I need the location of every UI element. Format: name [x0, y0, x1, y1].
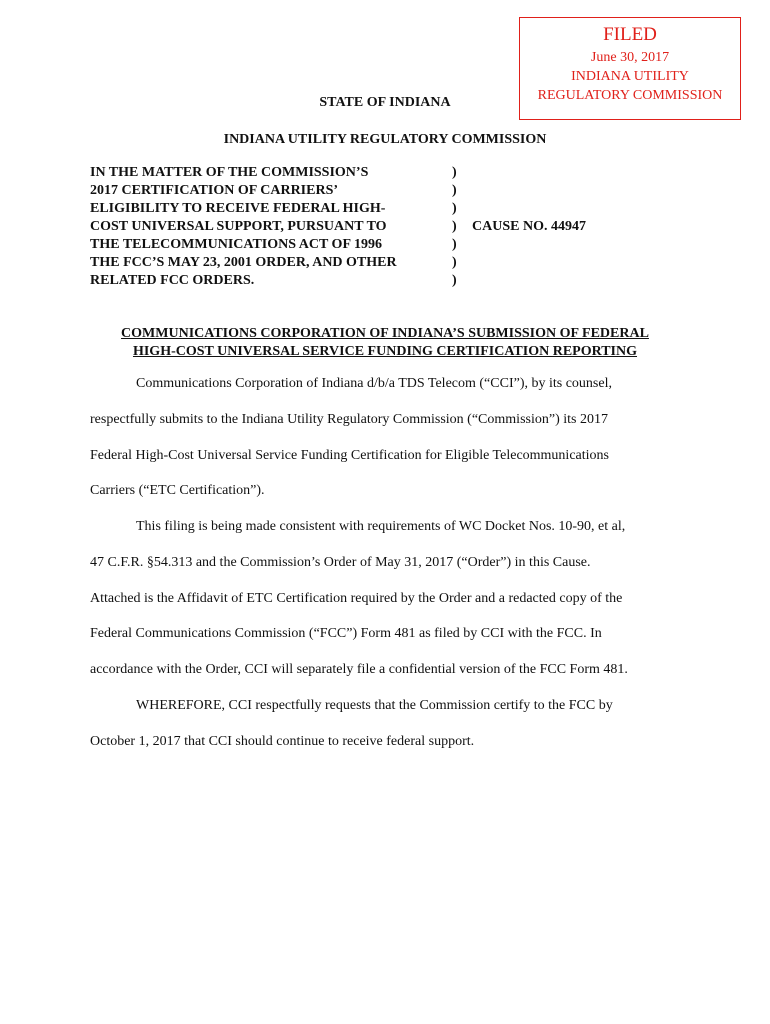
- body-line: This filing is being made consistent with requirements of WC Docket Nos. 10-90, et al,: [136, 519, 626, 534]
- stamp-org-line1: INDIANA UTILITY: [571, 69, 689, 84]
- paren: ): [452, 201, 457, 216]
- body-line: Federal High-Cost Universal Service Funding Certification for Eligible Telecommunications: [90, 448, 609, 463]
- body-line: Carriers (“ETC Certification”).: [90, 483, 265, 498]
- paren: ): [452, 237, 457, 252]
- body-line: Communications Corporation of Indiana d/b/a TDS Telecom (“CCI”), by its counsel,: [136, 376, 612, 391]
- caption-parentheses: [452, 164, 464, 290]
- state-heading: [0, 94, 770, 112]
- stamp-title: FILED: [603, 24, 657, 45]
- title-line-2: HIGH-COST UNIVERSAL SERVICE FUNDING CERTIFICATION REPORTING: [132, 344, 638, 359]
- body-line: Federal Communications Commission (“FCC”) Form 481 as filed by CCI with the FCC. In: [90, 626, 602, 641]
- matter-line: RELATED FCC ORDERS.: [90, 273, 255, 288]
- matter-description: [90, 164, 440, 290]
- matter-line: THE TELECOMMUNICATIONS ACT OF 1996: [90, 237, 382, 252]
- stamp-org-line2: REGULATORY COMMISSION: [537, 88, 723, 103]
- matter-line: COST UNIVERSAL SUPPORT, PURSUANT TO: [90, 219, 387, 234]
- body-line: WHEREFORE, CCI respectfully requests that the Commission certify to the FCC by: [136, 698, 613, 713]
- document-title: [0, 325, 770, 361]
- body-line: 47 C.F.R. §54.313 and the Commission’s Order of May 31, 2017 (“Order”) in this Cause.: [90, 555, 591, 570]
- paren: ): [452, 273, 457, 288]
- state-heading-text: STATE OF INDIANA: [319, 95, 451, 110]
- body-line: respectfully submits to the Indiana Utility Regulatory Commission (“Commission”) its 2017: [90, 412, 608, 427]
- matter-line: ELIGIBILITY TO RECEIVE FEDERAL HIGH-: [90, 201, 386, 216]
- body-line: accordance with the Order, CCI will separately file a confidential version of the FCC Form 481.: [90, 662, 628, 677]
- title-line-1: COMMUNICATIONS CORPORATION OF INDIANA’S SUBMISSION OF FEDERAL: [121, 326, 649, 341]
- stamp-date: June 30, 2017: [590, 50, 670, 65]
- paren: ): [452, 255, 457, 270]
- body-line: Attached is the Affidavit of ETC Certification required by the Order and a redacted copy of the: [90, 591, 623, 606]
- paren: ): [452, 165, 457, 180]
- paren: ): [452, 183, 457, 198]
- matter-line: 2017 CERTIFICATION OF CARRIERS’: [90, 183, 339, 198]
- matter-line: THE FCC’S MAY 23, 2001 ORDER, AND OTHER: [90, 255, 397, 270]
- body-line: October 1, 2017 that CCI should continue to receive federal support.: [90, 734, 475, 749]
- commission-heading: INDIANA UTILITY REGULATORY COMMISSION: [223, 132, 547, 147]
- matter-line: IN THE MATTER OF THE COMMISSION’S: [90, 165, 369, 180]
- paren: ): [452, 219, 457, 234]
- cause-number: CAUSE NO. 44947: [472, 219, 586, 234]
